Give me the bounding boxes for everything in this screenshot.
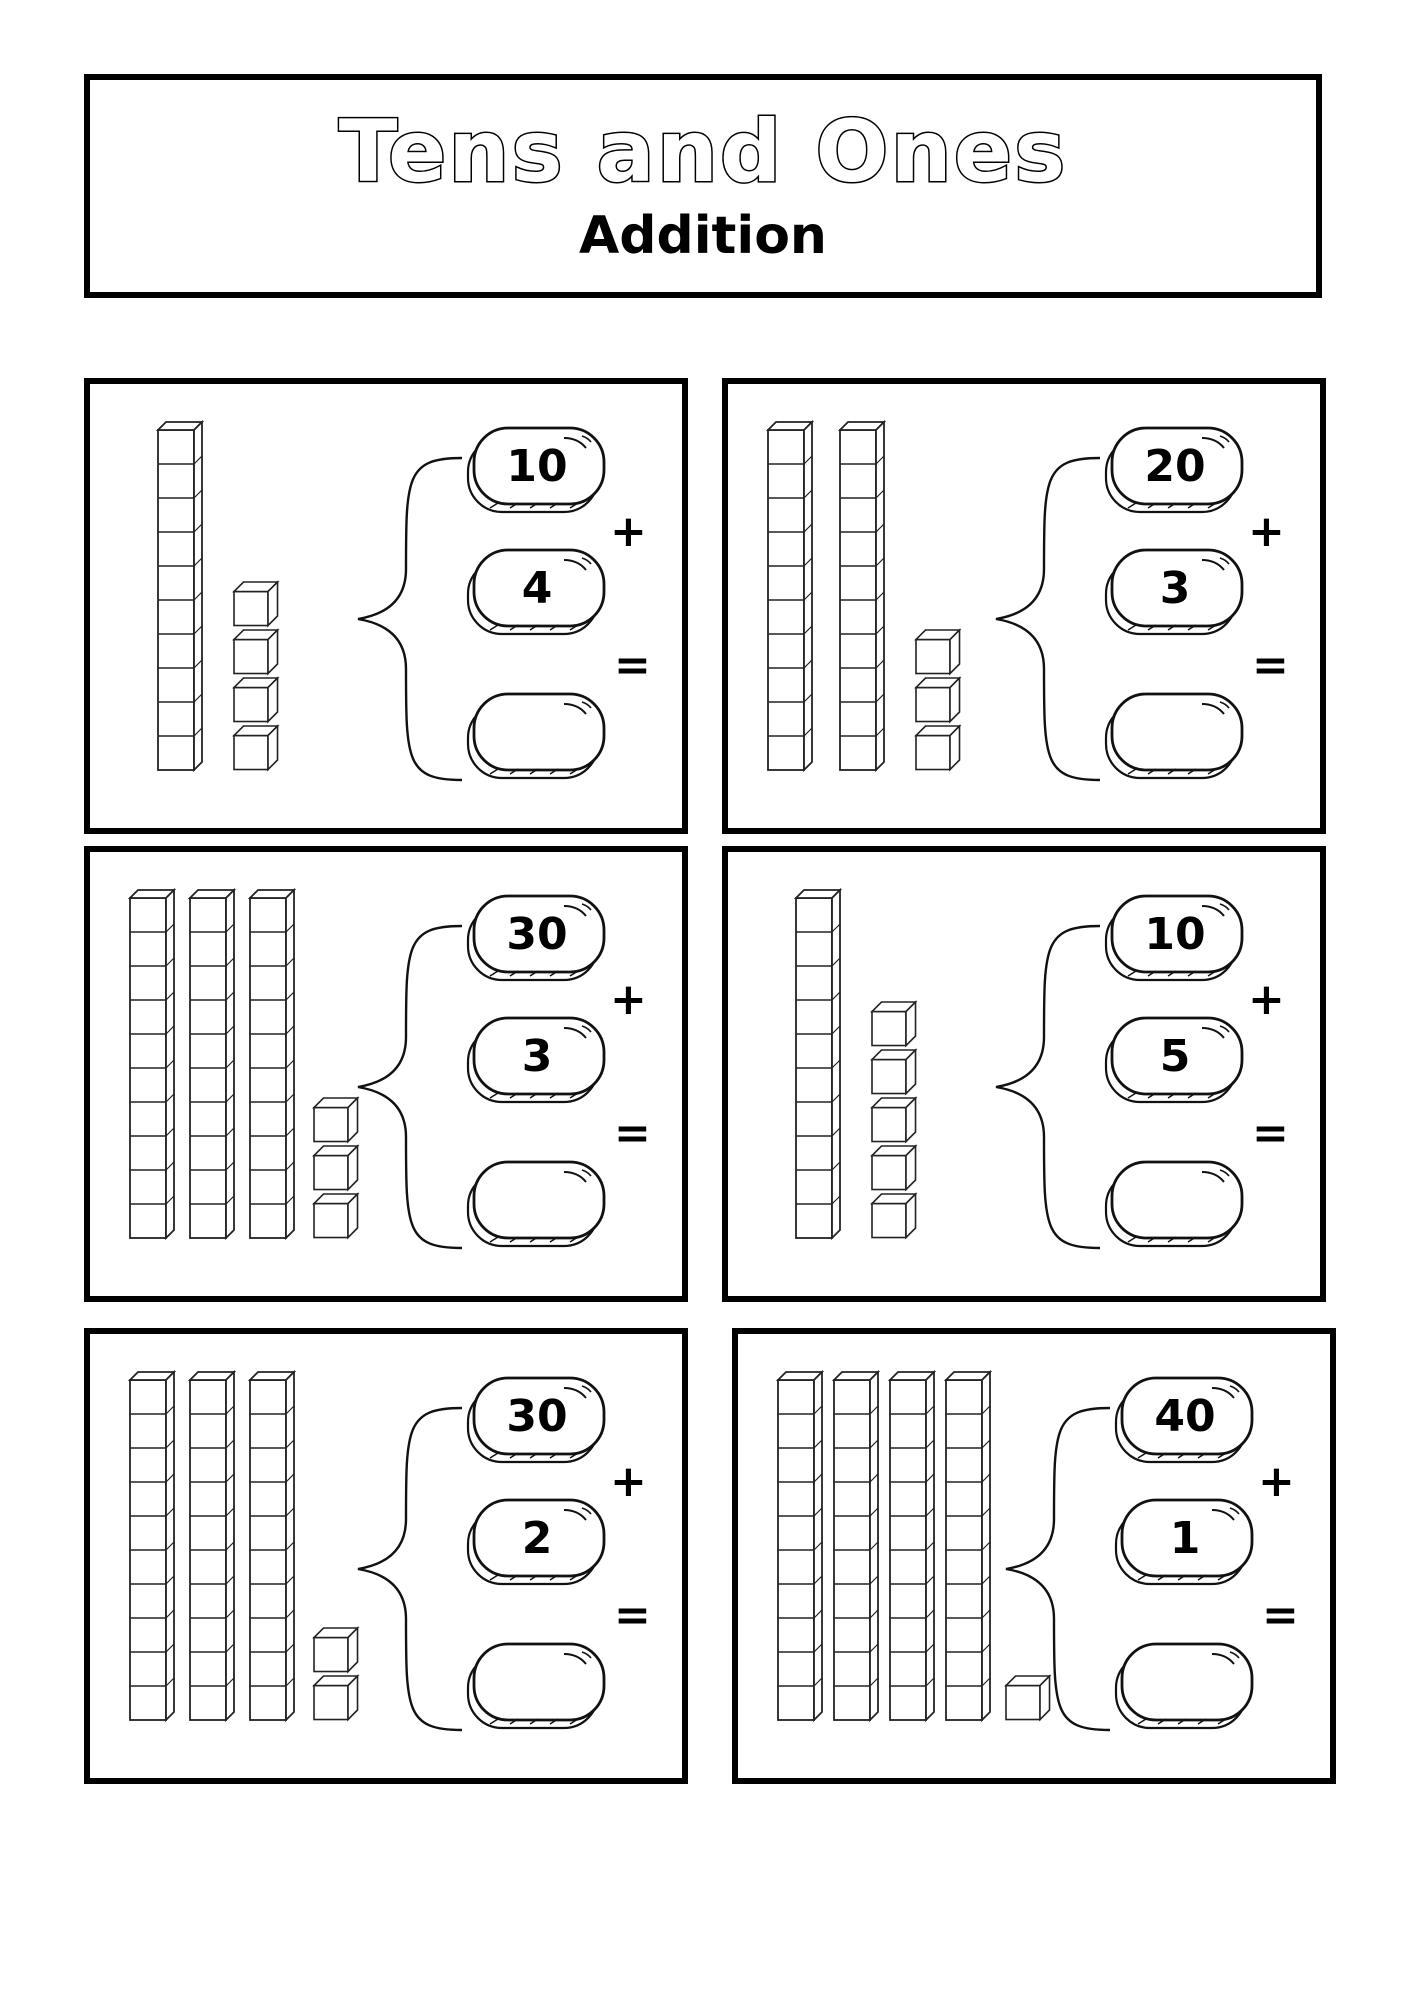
plus-sign: +: [1248, 974, 1285, 1025]
ones-value-pill-value: 3: [521, 1030, 553, 1082]
ones-value-pill: [464, 1014, 606, 1106]
tens-rod: [768, 422, 812, 770]
tens-rod: [796, 890, 840, 1238]
grouping-brace: [358, 926, 462, 1248]
ones-value-pill: [1112, 1496, 1254, 1588]
tens-rod: [190, 890, 234, 1238]
answer-box[interactable]: [1102, 690, 1244, 782]
plus-sign: +: [1258, 1456, 1295, 1507]
answer-box[interactable]: [464, 690, 606, 782]
answer-box-value: [1118, 1644, 1252, 1720]
answer-box-value: [470, 1162, 604, 1238]
equals-sign: =: [614, 1108, 651, 1159]
worksheet-title: Tens and Ones: [338, 102, 1068, 202]
worksheet-subtitle: Addition: [579, 206, 827, 266]
problem-card: [732, 1328, 1336, 1784]
grouping-brace: [358, 458, 462, 780]
ones-value-pill: [1102, 1014, 1244, 1106]
tens-rod: [250, 890, 294, 1238]
answer-box[interactable]: [464, 1158, 606, 1250]
tens-rod: [778, 1372, 822, 1720]
worksheet-header: [84, 74, 1322, 298]
tens-rod: [946, 1372, 990, 1720]
tens-value-pill: [1102, 892, 1244, 984]
ones-cube: [234, 726, 278, 770]
answer-box-value: [1108, 1162, 1242, 1238]
ones-value-pill-value: 3: [1159, 562, 1191, 614]
plus-sign: +: [610, 506, 647, 557]
grouping-brace: [358, 1408, 462, 1730]
tens-value-pill-value: 20: [1144, 440, 1206, 492]
ones-cube: [234, 630, 278, 674]
grouping-brace: [996, 458, 1100, 780]
ones-value-pill: [464, 1496, 606, 1588]
ones-value-pill-value: 1: [1169, 1512, 1201, 1564]
grouping-brace: [996, 926, 1100, 1248]
ones-value-pill: [1102, 546, 1244, 638]
ones-value-pill: [464, 546, 606, 638]
ones-cube: [1006, 1676, 1050, 1720]
ones-cube: [314, 1676, 358, 1720]
equals-sign: =: [614, 640, 651, 691]
tens-value-pill: [464, 892, 606, 984]
answer-box-value: [1108, 694, 1242, 770]
tens-value-pill-value: 30: [506, 908, 568, 960]
tens-value-pill: [464, 1374, 606, 1466]
ones-value-pill-value: 2: [521, 1512, 553, 1564]
answer-box[interactable]: [1102, 1158, 1244, 1250]
plus-sign: +: [610, 974, 647, 1025]
equals-sign: =: [1252, 640, 1289, 691]
tens-rod: [890, 1372, 934, 1720]
ones-cube: [234, 678, 278, 722]
ones-cube: [314, 1628, 358, 1672]
ones-cube: [872, 1050, 916, 1094]
tens-rod: [834, 1372, 878, 1720]
ones-cube: [872, 1194, 916, 1238]
tens-value-pill: [464, 424, 606, 516]
ones-value-pill-value: 4: [521, 562, 553, 614]
plus-sign: +: [1248, 506, 1285, 557]
tens-rod: [158, 422, 202, 770]
tens-value-pill-value: 30: [506, 1390, 568, 1442]
problem-card: [84, 846, 688, 1302]
equals-sign: =: [614, 1590, 651, 1641]
ones-cube: [872, 1146, 916, 1190]
tens-rod: [130, 1372, 174, 1720]
answer-box[interactable]: [1112, 1640, 1254, 1732]
ones-cube: [314, 1098, 358, 1142]
tens-rod: [130, 890, 174, 1238]
ones-cube: [916, 630, 960, 674]
problem-card: [84, 1328, 688, 1784]
equals-sign: =: [1262, 1590, 1299, 1641]
problem-card: [722, 378, 1326, 834]
problem-card: [722, 846, 1326, 1302]
plus-sign: +: [610, 1456, 647, 1507]
tens-value-pill: [1102, 424, 1244, 516]
ones-cube: [872, 1002, 916, 1046]
tens-value-pill-value: 10: [506, 440, 568, 492]
equals-sign: =: [1252, 1108, 1289, 1159]
ones-value-pill-value: 5: [1159, 1030, 1191, 1082]
tens-rod: [250, 1372, 294, 1720]
tens-value-pill-value: 10: [1144, 908, 1206, 960]
ones-cube: [916, 678, 960, 722]
ones-cube: [234, 582, 278, 626]
answer-box-value: [470, 1644, 604, 1720]
ones-cube: [916, 726, 960, 770]
ones-cube: [314, 1146, 358, 1190]
answer-box-value: [470, 694, 604, 770]
ones-cube: [872, 1098, 916, 1142]
tens-rod: [190, 1372, 234, 1720]
tens-value-pill-value: 40: [1154, 1390, 1216, 1442]
tens-value-pill: [1112, 1374, 1254, 1466]
tens-rod: [840, 422, 884, 770]
answer-box[interactable]: [464, 1640, 606, 1732]
problem-card: [84, 378, 688, 834]
ones-cube: [314, 1194, 358, 1238]
